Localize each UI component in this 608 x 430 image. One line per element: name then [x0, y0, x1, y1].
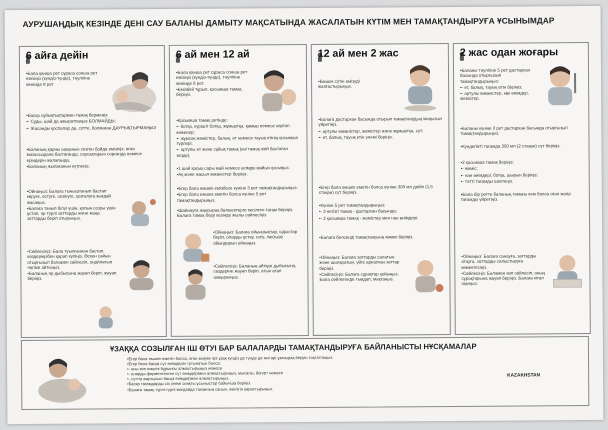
column-header: 2 жас одан жоғары [459, 46, 559, 59]
column-0-6-months [19, 45, 167, 338]
column-block: • Баланы тәулігіне 5 рет дастархан басында отырғызып тамақтандырыңыз: • - ет, балық, тауық етін беріңіз; • - артулы көкөністер, көк өнімдер, жемістер. [460, 67, 536, 102]
baby-small-illustration [92, 302, 122, 330]
column-block: • Ойнаңыз: Балаға ойыншықтар, ыдыстар беріп, оларды ұстау, соғу, лақтыру ойындарын ойнаңыз. [213, 229, 301, 247]
column-block: • Балаға дастархан басында отырып тамақтанудың маңызын үйретіңіз. • - артулы көкөністер, жемістер және жұмыртқа, сүт; • - ет, балық, тауық етін үнемі беріңіз. [318, 116, 442, 141]
brand-label: KAZAKHSTAN [507, 373, 541, 379]
column-block: • Сөйлесіңіз: Баланың айтқан дыбысына, сөздеріне жауап беріп, атын атап шақырыңыз. [213, 263, 301, 281]
column-block: • Басқа сұйықтықтармен тамақ бермеңіз: • - Суды, шай да ажыратпаңыз БОЛМАЙДЫ; • - Жасанды қоспалар да, сүтте, болмаған ДАУРЫҚТЫРМАҢЫЗ [26, 112, 158, 132]
child-eating-illustration [396, 62, 444, 112]
mother-child-illustration [179, 268, 211, 302]
column-block: • Ойнаңыз: Балаға заттарды салатын және шығаратын, үйге арналған заттар беріңіз. • Сөйлесіңіз: Балаға сұрақтар қойыңыз. Бала сөйлегенде тыңдап, мақтаңыз. [319, 254, 401, 283]
column-header: 6 айға дейін [25, 49, 89, 62]
child-reading-illustration [549, 251, 585, 291]
column-block: • Баланы күніне 3 рет дастархан басында отырғызып тамақтандырыңыз. [460, 125, 582, 137]
column-block: • 1 шай қасық сары май немесе өсімдік майын қосыңыз. • Ақ және жасыл көкөністер беріңіз. [177, 165, 301, 178]
column-block: • Бала қанша рет сұраса сонша рет емізіңіз (күндіз-түнде), тәулігіне кемінде 8 рет [26, 70, 98, 87]
column-block: • Егер бала емшек емізбесе күніне 3 рет тамақтандырыңыз. • Егер бала емшек еметін болса күніне 5 рет тамақтандырыңыз. [177, 185, 301, 204]
column-block: • Ойнаңыз: Балаға санауға, заттарды атауға, заттарды салыстыруға көмектесіңіз. • Сөйлесіңіз: Баламен көп сөйлесіп, оның сұрақтарына жауап беріңіз. Балаға кітап оқыңыз. [461, 253, 545, 287]
column-block: • Шайнауға жақсырақ бөлшектерге кесілген тағам беріңіз. Балаға тамақ беру кезінде жылы сөйлесіңіз. [177, 207, 301, 219]
column-block: • 2 қосымша тамақ беріңіз: • - жеміс; • - нан өнімдері, ботқа, шырын беріңіз; • - тәтті тағамды шектеңіз. [461, 159, 583, 185]
column-block: • Күнделікті тағамда 350 мл (2 стақан) сүт беріңіз. [461, 143, 583, 150]
column-block: • Сөйлесіңіз: Бала туылғаннан бастап, көздеріңізбен қарап күліңіз. Өскен сайын отырғызып баламен сөйлесіп, оңайлатып әңгіме айтыңыз. • Баланың әр дыбысына жауап беріп, жауап беріңіз. [27, 248, 119, 282]
column-block: • Күніне 5 рет тамақтандырыңыз: • - 3 негізгі тамақ - дастархан басында; • - 2 қосымша тамақ - жемістер мен нан өнімдері. [319, 202, 443, 222]
poster-title: АУРУШАҢДЫҚ КЕЗІНДЕ ДЕНІ САУ БАЛАНЫ ДАМЫТУ МАҚСАТЫНДА ЖАСАЛАТЫН КҮТІМ МЕН ТАМАҚТАНДЫРУҒА ҰСЫНЫМДАР [22, 16, 555, 29]
feeding-spoon-illustration [254, 65, 302, 115]
column-2-years-plus [453, 42, 591, 335]
section-notes: • Егер бала емшек еметін болса, оған жиірек әрі ұзақ күндіз де түнде де жиі әрі ұзағырақ беруін тоқтатпаңыз. • Егер бала басқа сүт өнімдерін тұтынатын болса: • - оны көп емшек бұрынғы алмастырыңыз немесе • - оларды ферментелген сүт өнімдерімен алмастырыңыз, мысалы, йогурт немесе • - сүттің жартысын басқа өнімдермен алмастырыңыз. • Басқа тағамдарды сіз үнемі сияқты ұсыныстар бойынша беріңіз. • Балаға тамақ түрлі-түрлі жағдайда тағамның санын, жиілігін қарастырыңыз. [127, 354, 457, 392]
poster-sheet [5, 6, 604, 424]
play-illustration [121, 196, 159, 228]
mother-baby-bottom-illustration [32, 354, 92, 404]
column-block: • Емшек сүтін емізуді жалғастырыңыз. [318, 78, 394, 90]
section-header: ҰЗАҚҚА СОЗЫЛҒАН ІШ ӨТУІ БАР БАЛАЛАРДЫ ТАМАҚТАНДЫРУҒА БАЙЛАНЫСТЫ НҰСҚАМАЛАР [109, 341, 477, 354]
diarrhea-feeding-section [21, 336, 589, 410]
column-12-24-months [311, 43, 451, 336]
column-block: • Баланың қарны ашқанын сезген бойда емізіңіз, яғни мазасыздана бастағанда, саусақтарын сорғанда немесе еріндерін жалағанда. • Баланың жылағанын күтпеңіз. [27, 146, 159, 170]
breastfeeding-illustration [104, 68, 158, 114]
column-header: 6 ай мен 12 ай [175, 48, 250, 61]
column-block: • Бала қанша рет сұраса сонша рет емізіңіз (күндіз-түнде), тәулігіне кемінде 6 рет. • Емізбей тұрып, қосымша тамақ беріңіз. [176, 69, 250, 98]
column-block: • Қосымша тамақ ретінде: • - ботқа, күрішті ботқа, жұмыртқа, қамыр немесе картоп көжелер; • - жұмсақ жемістер, балық, ет немесе тауық етінің қосымша түрлері; • - артулы ет және сұйық тамақ (өзі тамақ жей бастаған кезде). [176, 117, 300, 159]
column-block: • Егер бала емшек еметін болса күніне 300 мл дейін (1,5 стақан) сүт беріңіз. [319, 184, 443, 196]
column-6-12-months [169, 44, 309, 337]
talk-illustration [121, 258, 159, 292]
column-block: • Бала бір ретте баланың тамағы кем болса оған жаңа тағамды үйретіңіз. [461, 191, 583, 203]
column-header: 12 ай мен 2 жас [317, 47, 399, 60]
child-with-fork-illustration [538, 63, 584, 111]
baby-play-illustration [177, 230, 211, 264]
column-block: • Балаға белсенді тамақтануына көмек беріңіз. [319, 234, 443, 241]
toddler-play-illustration [405, 256, 445, 296]
column-block: • Ойнаңыз: Балаға тыныштанып бастап көруге, естуге, сезінуге, қозғалуға жағдай жасаңыз. • Балаға танып білуі үшін, қолын созуы үшін ұстап, әр түрлі заттарды және жаңа заттарды беріп отырыңыз. [27, 188, 117, 222]
